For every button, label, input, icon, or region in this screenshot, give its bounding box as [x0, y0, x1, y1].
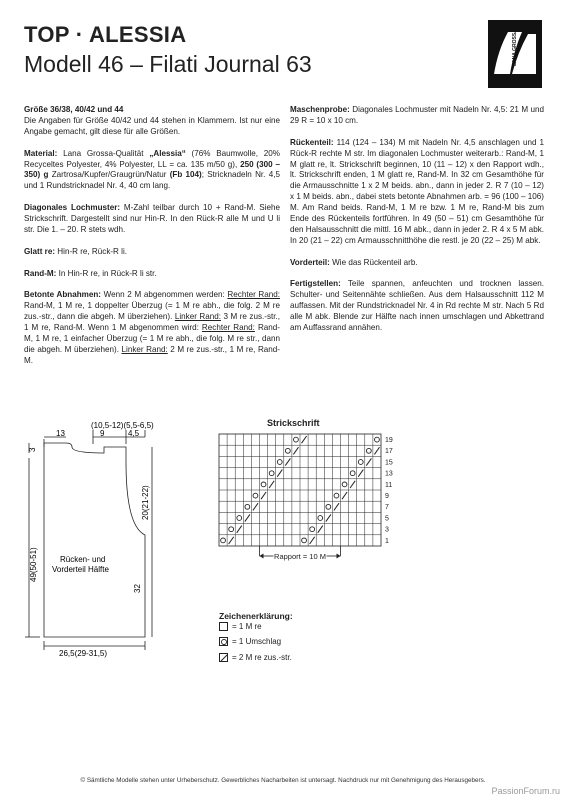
row-label: 17: [385, 448, 393, 456]
decrease-text: 3 M re zus.-str., 1 M re, Rand-M. Wenn 1 M abgenommen wird:: [24, 312, 280, 333]
row-label: 7: [385, 504, 389, 512]
material-text: Zartrosa/Kupfer/Graugrün/Natur: [48, 170, 170, 180]
copyright-footer: © Sämtliche Modelle stehen unter Urheberschutz. Gewerbliches Nacharbeiten ist untersagt. Nachdruck nur mit Genehmigung des Herausgebers.: [80, 777, 486, 784]
back-label: Rückenteil:: [290, 137, 334, 147]
material-label: Material:: [24, 148, 58, 158]
material-amount: 250 (300 – 350) g: [24, 159, 280, 180]
material-text: (76% Baumwolle, 20% Recyceltes Polyester, 4% Polyester, LL = ca. 135 m/50 g),: [24, 148, 281, 169]
piece-label: Vorderteil Hälfte: [52, 565, 109, 574]
dim-bottom: 26,5(29-31,5): [59, 649, 108, 658]
material-quality: „Alessia“: [149, 148, 186, 158]
material-color: (Fb 104): [169, 170, 202, 180]
left-edge-label: Linker Rand:: [174, 312, 221, 322]
glatt-label: Glatt re:: [24, 246, 56, 256]
sizes-text: Die Angaben für Größe 40/42 und 44 stehen in Klammern. Ist nur eine Angabe gemacht, gilt diese für alle Größen.: [24, 115, 280, 136]
dim-3: 3: [28, 447, 37, 452]
piece-label: Rücken- und: [60, 555, 106, 564]
lace-text: M-Zahl teilbar durch 10 + Rand-M. Siehe Strickschrift. Dargestellt sind nur Hin-R. In den Rück-R alle M und U li str. Die 1. – 20. R stets wdh.: [24, 203, 280, 234]
back-text: 114 (124 – 134) M mit Nadeln Nr. 4,5 anschlagen und 1 Rück-R rechte M str. Im diagonalen Lochmuster weiterarb.: Rand-M, 1 M glatt re, lt. Strickschrift beginnen, 10 (11 – 12) x den Rapport wdh., lt. Strickschrift enden, 1 M glatt re, Rand-M. In 32 cm Gesamthöhe für die Armausschnitte 1 x 2 M beids. abn., dann in jeder 2. R 7 (10 – 12) x 1 M beids. abn., dabei stets betonte Abnahmen arb. = 96 (100 – 106) M. Am Rand beids. Rand-M, 1 M re bzw. 1 M re, Rand-M bis zum Ende des Rückenteils fortführen. In 49 (50 – 51) cm Gesamthöhe für den Halsausschnitt die mittl. 16 M abk., dann in jeder 2. R 4 x 5 M abk. In 20 (21 – 22) cm Armausschnitthöhe die restl. je 20 (22 – 25) M abk.: [290, 137, 544, 245]
logo-lettering: LANA GROSSA: [512, 29, 518, 66]
glatt-text: Hin-R re, Rück-R li.: [55, 246, 127, 256]
rand-label: Rand-M:: [24, 268, 57, 278]
dim-20: 20(21-22): [141, 485, 150, 520]
finishing-label: Fertigstellen:: [290, 279, 341, 289]
row-label: 11: [385, 481, 393, 489]
dim-top: (10,5-12)(5,5-6,5): [91, 421, 154, 430]
legend-label: = 1 M re: [232, 622, 262, 631]
left-edge-label: Linker Rand:: [121, 344, 168, 354]
dim-9: 9: [100, 429, 105, 438]
legend-item: [219, 653, 292, 662]
row-label: 19: [385, 437, 393, 444]
knitting-chart: [218, 433, 393, 583]
right-text-column: [290, 105, 544, 345]
row-label: 3: [385, 526, 389, 534]
chart-grid: [219, 434, 381, 546]
row-label: 13: [385, 470, 393, 478]
decrease-text: Rand-M, 1 M re, 1 einfacher Überzug (= 1 M re abh., die folg. M re str., dann die abgeh. M überziehen).: [24, 323, 280, 354]
dim-13: 13: [56, 429, 65, 438]
knit-stitch-icon: [219, 622, 228, 631]
right-edge-label: Rechter Rand:: [227, 290, 281, 300]
repeat-label: Rapport = 10 M: [274, 552, 326, 561]
yarn-over-icon: [219, 637, 228, 646]
left-text-column: [24, 105, 280, 378]
decrease-text: 2 M re zus.-str., 1 M re, Rand-M.: [24, 344, 280, 365]
arrow-right-icon: [337, 554, 341, 559]
gauge-text: Diagonales Lochmuster mit Nadeln Nr. 4,5: 21 M und 29 R = 10 x 10 cm.: [290, 105, 544, 125]
chart-title: Strickschrift: [267, 418, 320, 428]
garment-schematic: [0, 410, 200, 660]
front-text: Wie das Rückenteil arb.: [329, 257, 418, 267]
pattern-subtitle: Modell 46 – Filati Journal 63: [24, 51, 312, 77]
row-label: 1: [385, 537, 389, 545]
legend-item: [219, 637, 281, 646]
row-label: 9: [385, 493, 389, 500]
legend-title: Zeichenerklärung:: [219, 611, 293, 621]
watermark: PassionForum.ru: [491, 786, 560, 796]
row-label: 15: [385, 459, 393, 467]
arrow-left-icon: [260, 554, 264, 559]
legend-label: = 1 Umschlag: [232, 637, 282, 646]
sizes-heading: Größe 36/38, 40/42 und 44: [24, 105, 124, 114]
gauge-label: Maschenprobe:: [290, 105, 350, 114]
decrease-text: Wenn 2 M abgenommen werden:: [101, 290, 228, 300]
material-text: Lana Grossa-Qualität: [63, 148, 150, 158]
finishing-text: Teile spannen, anfeuchten und trocknen lassen. Schulter- und Seitennähte schließen. Aus dem Halsausschnitt 112 M auffassen. Mit der Rundstricknadel Nr. 4 in Rd rechte M str. Nach 5 Rd alle M abk. Blende zur Hälfte nach innen umschlagen und Abkettrand am Auffassrand annähen.: [290, 279, 544, 333]
dim-49: 49(50-51): [29, 547, 38, 582]
front-label: Vorderteil:: [290, 257, 330, 267]
dim-45: 4,5: [128, 429, 140, 438]
k2tog-icon: [219, 653, 228, 662]
row-label: 5: [385, 515, 389, 523]
rand-text: In Hin-R re, in Rück-R li str.: [56, 268, 157, 278]
lana-grossa-logo: [488, 20, 542, 88]
right-edge-label: Rechter Rand:: [201, 323, 255, 333]
legend-label: = 2 M re zus.-str.: [232, 653, 292, 662]
material-text: ; Stricknadeln Nr. 4,5 und 1 Rundstricknadel Nr. 4, 40 cm lang.: [24, 170, 280, 191]
legend-item: [219, 622, 262, 631]
dim-32: 32: [133, 584, 142, 593]
decrease-label: Betonte Abnahmen:: [24, 290, 101, 300]
decrease-text: Rand-M, 1 M re, 1 doppelter Überzug (= 1 M re abh., die folg. 2 M re zus.-str., dann die abgeh. M überziehen).: [24, 301, 280, 322]
lace-label: Diagonales Lochmuster:: [24, 203, 121, 213]
pattern-title: TOP · ALESSIA: [24, 22, 187, 47]
